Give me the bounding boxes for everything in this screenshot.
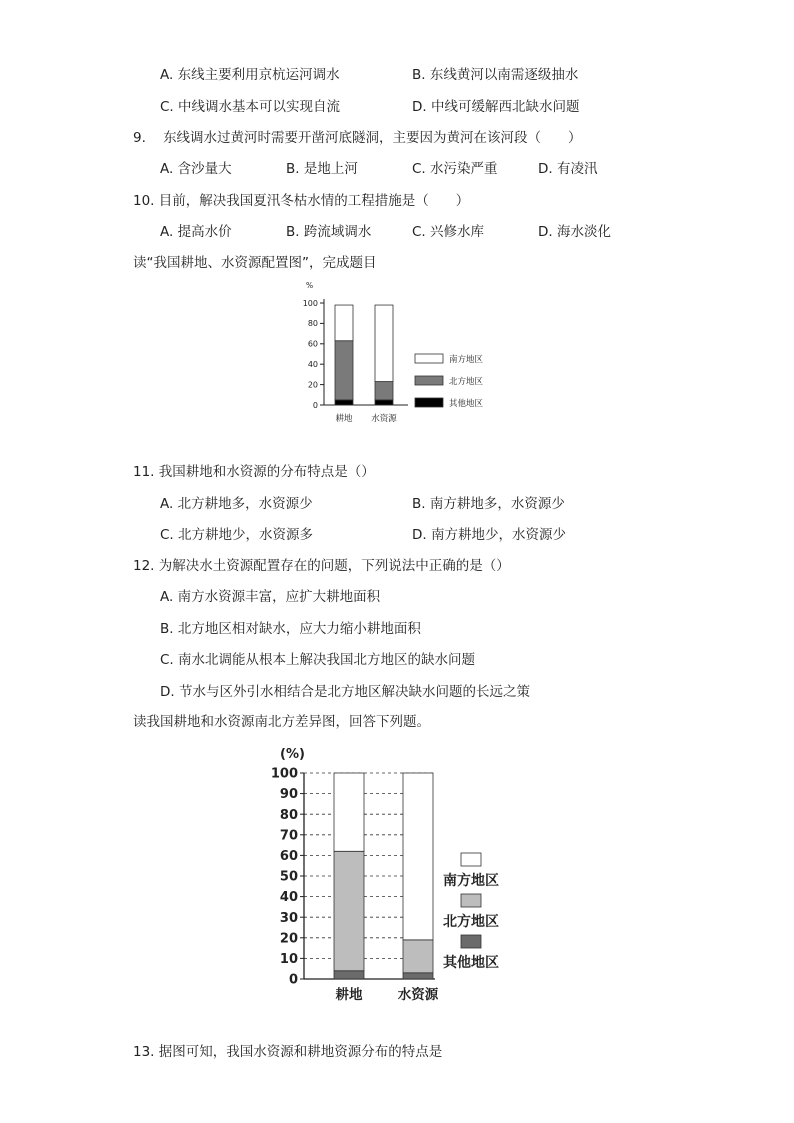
bar-segment [335, 305, 353, 341]
q8-option-a: A. 东线主要利用京杭运河调水 [160, 67, 340, 83]
legend-swatch [415, 376, 443, 385]
intro-2: 读我国耕地和水资源南北方差异图，回答下列题。 [133, 714, 430, 730]
q11-option-b: B. 南方耕地多，水资源少 [412, 496, 565, 512]
q9-option-c: C. 水污染严重 [412, 161, 498, 177]
y-tick-label: 10 [279, 951, 298, 967]
legend-swatch [461, 894, 481, 907]
q11-stem: 11. 我国耕地和水资源的分布特点是（） [133, 464, 375, 480]
bar-segment [375, 305, 393, 382]
q9-option-d: D. 有凌汛 [538, 161, 598, 177]
x-tick-label: 水资源 [371, 414, 397, 424]
q13-stem: 13. 据图可知，我国水资源和耕地资源分布的特点是 [133, 1044, 443, 1060]
legend-swatch [461, 935, 481, 948]
legend-label: 南方地区 [449, 355, 484, 365]
bar-segment [375, 382, 393, 400]
y-tick-label: 20 [307, 380, 318, 390]
y-tick-label: 20 [279, 931, 298, 947]
legend-label: 其他地区 [449, 399, 484, 409]
bar-segment [334, 971, 364, 979]
bar-segment [403, 773, 433, 940]
bar-segment [403, 973, 433, 979]
chart-1 [298, 278, 518, 428]
bar-segment [334, 851, 364, 970]
q10-stem: 10. 目前，解决我国夏汛冬枯水情的工程措施是（ ） [133, 193, 470, 209]
legend-swatch [415, 398, 443, 407]
legend-label: 南方地区 [443, 873, 499, 889]
y-tick-label: 90 [279, 787, 298, 803]
x-tick-label: 水资源 [397, 987, 439, 1003]
q10-option-b: B. 跨流域调水 [286, 224, 372, 240]
q11-option-a: A. 北方耕地多，水资源少 [160, 496, 313, 512]
y-tick-label: 50 [279, 869, 298, 885]
bar-segment [403, 940, 433, 973]
intro-1: 读“我国耕地、水资源配置图”，完成题目 [133, 255, 377, 271]
q12-option-a: A. 南方水资源丰富，应扩大耕地面积 [160, 589, 381, 605]
y-tick-label: 60 [279, 848, 298, 864]
q12-option-c: C. 南水北调能从根本上解决我国北方地区的缺水问题 [160, 652, 476, 668]
q8-option-b: B. 东线黄河以南需逐级抽水 [412, 67, 579, 83]
bar-segment [334, 773, 364, 851]
q8-option-c: C. 中线调水基本可以实现自流 [160, 99, 341, 115]
q10-option-a: A. 提高水价 [160, 224, 232, 240]
y-tick-label: 70 [279, 828, 298, 844]
q12-option-d: D. 节水与区外引水相结合是北方地区解决缺水问题的长远之策 [160, 684, 530, 700]
y-axis-label: (%) [280, 747, 305, 762]
q11-option-c: C. 北方耕地少，水资源多 [160, 527, 314, 543]
y-tick-label: 0 [288, 972, 298, 988]
x-tick-label: 耕地 [335, 414, 353, 424]
legend-label: 北方地区 [443, 914, 499, 930]
y-tick-label: 40 [279, 890, 298, 906]
q12-option-b: B. 北方地区相对缺水，应大力缩小耕地面积 [160, 621, 421, 637]
y-tick-label: 30 [279, 910, 298, 926]
chart-2 [268, 740, 518, 1010]
bar-segment [335, 341, 353, 400]
q9-stem: 9. 东线调水过黄河时需要开凿河底隧洞，主要因为黄河在该河段（ ） [133, 130, 582, 146]
y-tick-label: 40 [307, 360, 318, 369]
legend-label: 其他地区 [443, 955, 499, 971]
y-tick-label: 60 [307, 339, 318, 349]
legend-swatch [415, 354, 443, 363]
y-tick-label: 80 [279, 807, 298, 823]
y-tick-label: 100 [302, 298, 318, 308]
x-tick-label: 耕地 [335, 987, 363, 1003]
q9-option-b: B. 是地上河 [286, 161, 358, 177]
q10-option-c: C. 兴修水库 [412, 224, 485, 240]
q11-option-d: D. 南方耕地少，水资源少 [412, 527, 566, 543]
y-tick-label: 100 [270, 766, 298, 782]
y-tick-label: 80 [307, 319, 318, 329]
q10-option-d: D. 海水淡化 [538, 224, 611, 240]
y-axis-label: % [306, 281, 314, 290]
q9-option-a: A. 含沙量大 [160, 161, 232, 177]
bar-segment [335, 400, 353, 405]
legend-label: 北方地区 [449, 377, 484, 387]
q12-stem: 12. 为解决水土资源配置存在的问题，下列说法中正确的是（） [133, 558, 510, 574]
y-tick-label: 0 [312, 400, 318, 410]
q8-option-d: D. 中线可缓解西北缺水问题 [412, 99, 580, 115]
bar-segment [375, 400, 393, 405]
legend-swatch [461, 853, 481, 866]
